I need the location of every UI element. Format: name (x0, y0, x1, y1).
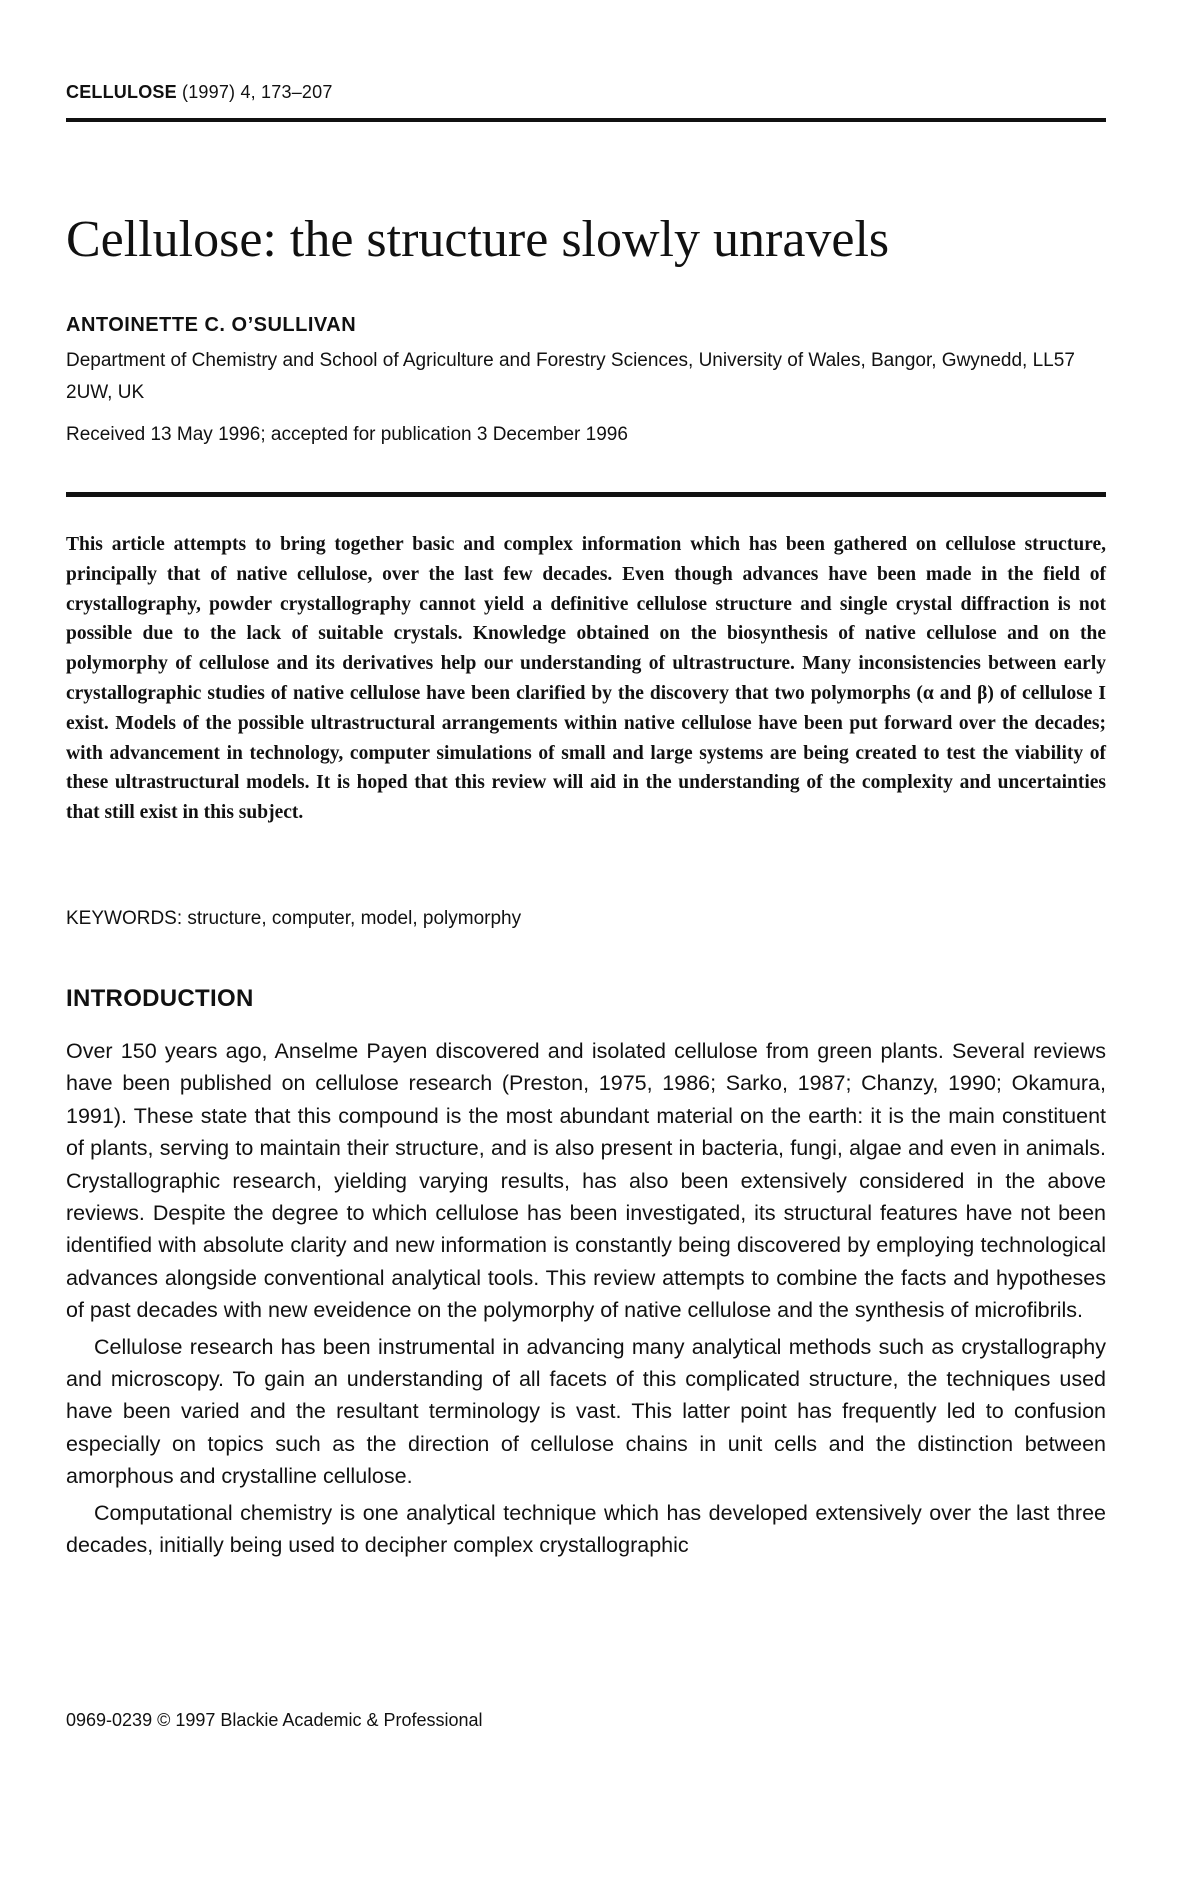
abstract: This article attempts to bring together basic and complex information which has been gathered on cellulose structure, principally that of native cellulose, over the last few decades. Even though advances have been made in the field of crystallography, powder crystallography cannot yield a definitive cellulose structure and single crystal diffraction is not possible due to the lack of suitable crystals. Knowledge obtained on the biosynthesis of native cellulose and on the polymorphy of cellulose and its derivatives help our understanding of ultrastructure. Many inconsistencies between early crystallographic studies of native cellulose have been clarified by the discovery that two polymorphs (α and β) of cellulose I exist. Models of the possible ultrastructural arrangements within native cellulose have been put forward over the decades; with advancement in technology, computer simulations of small and large systems are being created to test the viability of these ultrastructural models. It is hoped that this review will aid in the understanding of the complexity and uncertainties that still exist in this subject. (66, 534, 1106, 824)
copyright-footer: 0969-0239 © 1997 Blackie Academic & Professional (66, 1710, 483, 1730)
author-name: ANTOINETTE C. O’SULLIVAN (66, 314, 357, 336)
header-rule (66, 118, 1106, 122)
article-title: Cellulose: the structure slowly unravels (66, 211, 890, 268)
journal-citation: (1997) 4, 173–207 (182, 82, 333, 102)
journal-name: CELLULOSE (66, 82, 177, 102)
introduction-body (66, 1035, 1106, 1566)
keywords: KEYWORDS: structure, computer, model, polymorphy (66, 908, 522, 929)
paragraph: Over 150 years ago, Anselme Payen discovered and isolated cellulose from green plants. Several reviews have been published on cellulose research (Preston, 1975, 1986; Sarko, 1987; Chanzy, 1990; Okamura, 1991). These state that this compound is the most abundant material on the earth: it is the main constituent of plants, serving to maintain their structure, and is also present in bacteria, fungi, algae and even in animals. Crystallographic research, yielding varying results, has also been extensively considered in the above reviews. Despite the degree to which cellulose has been investigated, its structural features have not been identified with absolute clarity and new information is constantly being discovered by employing technological advances alongside conventional analytical tools. This review attempts to combine the facts and hypotheses of past decades with new eveidence on the polymorphy of native cellulose and the synthesis of microfibrils. (66, 1039, 1106, 1323)
paragraph: Computational chemistry is one analytical technique which has developed extensively over the last three decades, initially being used to decipher complex crystallographic (66, 1500, 1106, 1558)
received-date: Received 13 May 1996; accepted for publication 3 December 1996 (66, 424, 628, 445)
author-affiliation: Department of Chemistry and School of Agriculture and Forestry Sciences, University of Wales, Bangor, Gwynedd, LL57 2UW, UK (66, 350, 1075, 403)
running-head (66, 82, 333, 103)
abstract-rule (66, 492, 1106, 497)
paragraph: Cellulose research has been instrumental in advancing many analytical methods such as crystallography and microscopy. To gain an understanding of all facets of this complicated structure, the techniques used have been varied and the resultant terminology is vast. This latter point has frequently led to confusion especially on topics such as the direction of cellulose chains in unit cells and the distinction between amorphous and crystalline cellulose. (66, 1334, 1106, 1489)
journal-page (66, 0, 1106, 1882)
section-heading-introduction: INTRODUCTION (66, 985, 254, 1012)
